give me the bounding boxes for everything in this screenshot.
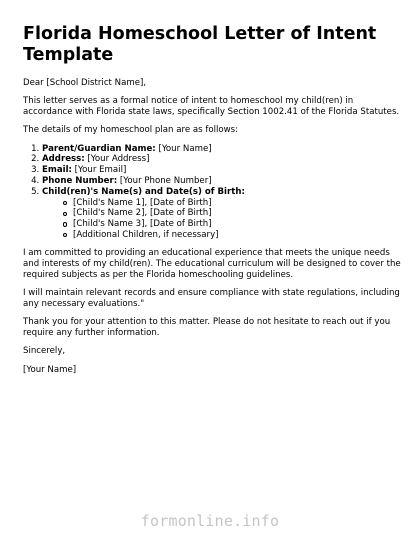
details-list <box>23 144 403 241</box>
detail-item-address <box>42 154 403 165</box>
detail-item-parent-name <box>42 144 403 155</box>
detail-value: [Your Address] <box>84 154 150 165</box>
detail-label: Email: <box>42 165 72 176</box>
children-list <box>42 198 403 241</box>
detail-item-children <box>42 187 403 241</box>
thanks-paragraph: Thank you for your attention to this matter. Please do not hesitate to reach out if you require any further information. <box>23 317 391 339</box>
circle-bullet-icon <box>63 233 67 237</box>
list-item: [Additional Children, if necessary] <box>63 230 403 241</box>
detail-item-email <box>42 165 403 176</box>
signature: [Your Name] <box>23 364 77 375</box>
detail-item-phone <box>42 176 403 187</box>
detail-value: [Your Email] <box>71 165 127 176</box>
circle-bullet-icon <box>63 201 67 205</box>
detail-value: [Your Name] <box>155 143 212 154</box>
intro-paragraph: This letter serves as a formal notice of intent to homeschool my child(ren) in accordance with Florida state laws, specifically Section 1002.41 of the Florida Statutes. <box>23 96 400 118</box>
details-intro: The details of my homeschool plan are as follows: <box>23 125 239 136</box>
commitment-paragraph: I am committed to providing an educational experience that meets the unique needs and interests of my child(ren). The educational curriculum will be designed to cover the required subjects as per the Florida homeschooling guidelines. <box>23 248 401 280</box>
list-item: [Child's Name 1], [Date of Birth] <box>63 198 403 209</box>
records-paragraph: I will maintain relevant records and ensure compliance with state regulations, including any necessary evaluations." <box>23 288 400 310</box>
watermark: formonline.info <box>140 512 280 530</box>
detail-label: Address: <box>42 154 85 165</box>
letter-document <box>23 24 403 383</box>
circle-bullet-icon <box>63 222 67 226</box>
detail-value: [Your Phone Number] <box>117 176 212 187</box>
list-item: [Child's Name 3], [Date of Birth] <box>63 219 403 230</box>
circle-bullet-icon <box>63 212 67 216</box>
document-title: Florida Homeschool Letter of Intent Template <box>23 24 377 65</box>
salutation: Dear [School District Name], <box>23 78 147 88</box>
detail-label: Parent/Guardian Name: <box>42 143 156 154</box>
detail-label: Phone Number: <box>42 176 118 187</box>
detail-label: Child(ren)'s Name(s) and Date(s) of Birth: <box>42 186 245 197</box>
closing: Sincerely, <box>23 346 66 357</box>
list-item: [Child's Name 2], [Date of Birth] <box>63 208 403 219</box>
